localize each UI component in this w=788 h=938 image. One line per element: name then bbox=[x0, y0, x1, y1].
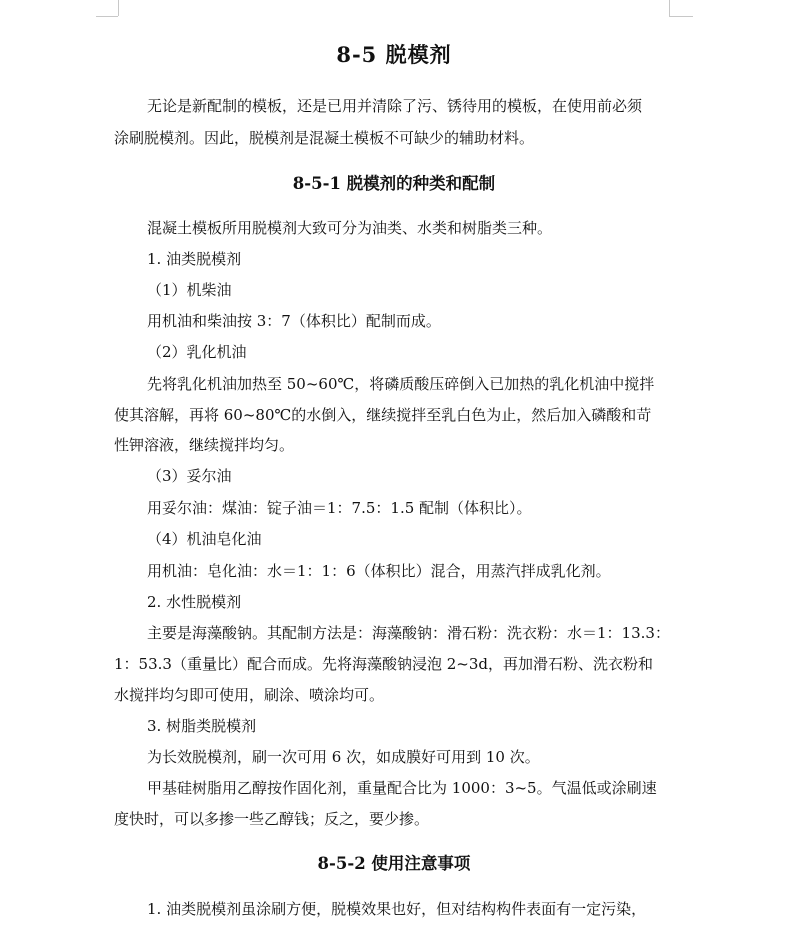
diesel-text: 用机油和柴油按 3：7（体积比）配制而成。 bbox=[147, 312, 441, 330]
oil-heading: 1. 油类脱模剂 bbox=[147, 250, 242, 268]
diesel-heading: （1）机柴油 bbox=[147, 281, 232, 299]
crop-mark-top-left-vertical bbox=[118, 0, 119, 16]
emulsified-line-2: 使其溶解，再将 60~80℃的水倒入，继续搅拌至乳白色为止，然后加入磷酸和苛 bbox=[114, 406, 652, 424]
water-heading: 2. 水性脱模剂 bbox=[147, 593, 242, 611]
resin-heading: 3. 树脂类脱模剂 bbox=[147, 717, 257, 735]
resin-line-3: 度快时，可以多掺一些乙醇钱；反之，要少掺。 bbox=[114, 810, 430, 828]
page-title: 8-5 脱模剂 bbox=[336, 42, 452, 67]
water-line-3: 水搅拌均匀即可使用，刷涂、喷涂均可。 bbox=[114, 686, 385, 704]
crop-mark-top-right-vertical bbox=[669, 0, 670, 16]
crop-mark-top-left-horizontal bbox=[96, 16, 118, 17]
notes-line-1: 1. 油类脱模剂虽涂刷方便，脱模效果也好，但对结构构件表面有一定污染， bbox=[147, 900, 647, 918]
emulsified-line-3: 性钾溶液，继续搅拌均匀。 bbox=[114, 436, 295, 454]
soap-text: 用机油：皂化油：水＝1：1：6（体积比）混合，用蒸汽拌成乳化剂。 bbox=[147, 562, 611, 580]
crop-mark-top-right-horizontal bbox=[669, 16, 693, 17]
intro-line-2: 涂刷脱模剂。因此，脱模剂是混凝土模板不可缺少的辅助材料。 bbox=[114, 129, 535, 147]
tuoer-text: 用妥尔油：煤油：锭子油＝1：7.5：1.5 配制（体积比）。 bbox=[147, 499, 532, 517]
resin-line-1: 为长效脱模剂，刷一次可用 6 次，如成膜好可用到 10 次。 bbox=[147, 748, 540, 766]
soap-heading: （4）机油皂化油 bbox=[147, 530, 262, 548]
water-line-2: 1：53.3（重量比）配合而成。先将海藻酸钠浸泡 2~3d，再加滑石粉、洗衣粉和 bbox=[114, 655, 653, 673]
intro-line-1: 无论是新配制的模板，还是已用并清除了污、锈待用的模板，在使用前必须 bbox=[147, 97, 643, 115]
types-summary: 混凝土模板所用脱模剂大致可分为油类、水类和树脂类三种。 bbox=[147, 219, 553, 237]
emulsified-line-1: 先将乳化机油加热至 50~60℃，将磷质酸压碎倒入已加热的乳化机油中搅拌 bbox=[147, 375, 655, 393]
emulsified-heading: （2）乳化机油 bbox=[147, 343, 247, 361]
resin-line-2: 甲基硅树脂用乙醇按作固化剂，重量配合比为 1000：3~5。气温低或涂刷速 bbox=[147, 779, 657, 797]
tuoer-heading: （3）妥尔油 bbox=[147, 467, 232, 485]
water-line-1: 主要是海藻酸钠。其配制方法是：海藻酸钠：滑石粉：洗衣粉：水＝1：13.3： bbox=[147, 624, 670, 642]
section-heading-types: 8-5-1 脱模剂的种类和配制 bbox=[292, 174, 496, 193]
section-heading-notes: 8-5-2 使用注意事项 bbox=[317, 854, 471, 873]
